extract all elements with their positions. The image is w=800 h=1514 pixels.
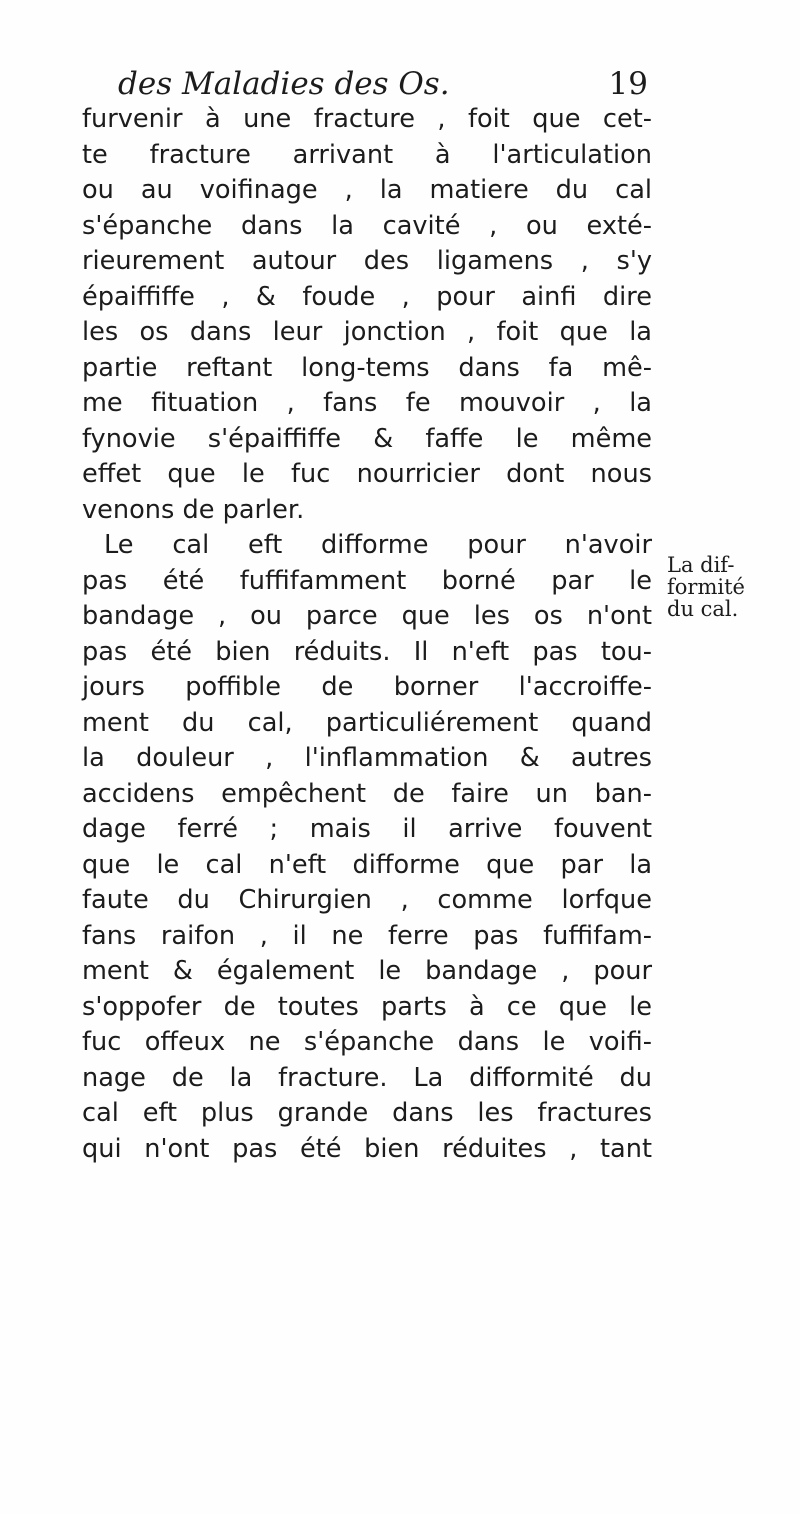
- margin-note-line: La dif-: [667, 553, 735, 577]
- paragraph-end-line: venons de parler.: [82, 494, 305, 525]
- text-line: pas été fuffifamment borné par le: [82, 565, 652, 596]
- text-line: te fracture arrivant à l'articulation: [82, 139, 652, 170]
- text-line: ment du cal, particuliérement quand: [82, 707, 652, 738]
- text-line: accidens empêchent de faire un ban-: [82, 778, 652, 809]
- page-number: 19: [608, 66, 648, 102]
- text-line: qui n'ont pas été bien réduites , tant: [82, 1133, 652, 1164]
- text-line: effet que le fuc nourricier dont nous: [82, 459, 652, 489]
- text-line: fans raifon , il ne ferre pas fuffifam-: [82, 920, 652, 951]
- running-title: des Maladies des Os.: [118, 66, 450, 102]
- text-line: bandage , ou parce que les os n'ont: [82, 601, 652, 631]
- text-line: me fituation , fans fe mouvoir , la: [82, 388, 652, 418]
- paragraph-start-line: Le cal eft difforme pour n'avoir: [104, 530, 652, 560]
- text-line: pas été bien réduits. Il n'eft pas tou-: [82, 636, 652, 667]
- text-line: nage de la fracture. La difformité du: [82, 1062, 652, 1093]
- text-line: partie reftant long-tems dans fa mê-: [82, 352, 652, 383]
- body-text: [82, 102, 652, 1167]
- text-line: épaiffiffe , & foude , pour ainfi dire: [82, 281, 652, 312]
- text-line: ment & également le bandage , pour: [82, 956, 652, 986]
- text-line: faute du Chirurgien , comme lorfque: [82, 885, 652, 915]
- text-line: cal eft plus grande dans les fractures: [82, 1098, 652, 1128]
- margin-note-line: du cal.: [667, 597, 739, 621]
- text-line: ou au voifinage , la matiere du cal: [82, 175, 652, 205]
- text-line: s'épanche dans la cavité , ou exté-: [82, 210, 652, 241]
- text-line: les os dans leur jonction , foit que la: [82, 317, 652, 347]
- text-line: s'oppofer de toutes parts à ce que le: [82, 991, 652, 1022]
- text-line: jours poffible de borner l'accroiffe-: [82, 672, 652, 702]
- text-line: rieurement autour des ligamens , s'y: [82, 246, 652, 276]
- text-line: fynovie s'épaiffiffe & faffe le même: [82, 423, 652, 454]
- text-line: dage ferré ; mais il arrive fouvent: [82, 814, 652, 844]
- margin-note: [667, 554, 792, 620]
- margin-note-line: formité: [667, 575, 745, 599]
- text-line: que le cal n'eft difforme que par la: [82, 849, 652, 880]
- running-head: [118, 64, 648, 104]
- text-line: fuc offeux ne s'épanche dans le voifi-: [82, 1027, 652, 1057]
- text-line: furvenir à une fracture , foit que cet-: [82, 104, 652, 134]
- text-line: la douleur , l'inflammation & autres: [82, 743, 652, 773]
